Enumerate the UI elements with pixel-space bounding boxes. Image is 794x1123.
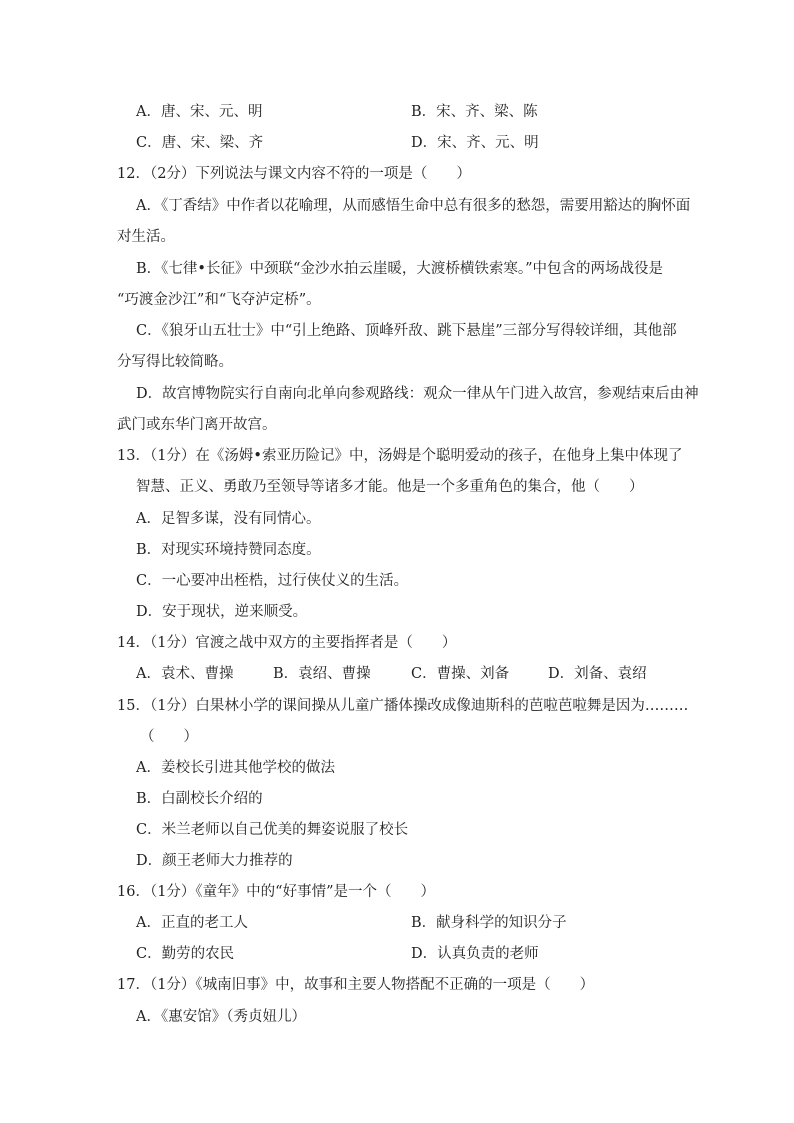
q11-option-b: B．宋、齐、梁、陈 <box>411 104 538 120</box>
q13-option-d: D．安于现状，逆来顺受。 <box>136 604 308 620</box>
q11-option-a: A．唐、宋、元、明 <box>136 104 263 120</box>
q17-option-a: A．《惠安馆》（秀贞妞儿） <box>136 1009 306 1025</box>
q14-option-c: C．曹操、刘备 <box>411 666 510 682</box>
q13-stem-line1: 13．（1分）在《汤姆•索亚历险记》中，汤姆是个聪明爱动的孩子，在他身上集中体现了 <box>117 448 683 464</box>
q13-option-c: C．一心要冲出桎梏，过行侠仗义的生活。 <box>136 573 409 589</box>
q12-option-a-line2: 对生活。 <box>117 229 175 245</box>
q12-stem: 12．（2分）下列说法与课文内容不符的一项是（ ） <box>117 166 471 182</box>
q15-option-d: D．颜王老师大力推荐的 <box>136 853 293 869</box>
q13-option-a: A．足智多谋，没有同情心。 <box>136 511 321 527</box>
q14-option-a: A．袁术、曹操 <box>136 666 234 682</box>
q15-stem-line2: （ ） <box>140 729 198 745</box>
q11-option-d: D．宋、齐、元、明 <box>411 135 539 151</box>
q12-option-b-line2: “巧渡金沙江”和“飞夺泸定桥”。 <box>117 292 321 308</box>
q14-stem: 14．（1分）官渡之战中双方的主要指挥者是（ ） <box>117 635 457 651</box>
q17-stem: 17．（1分）《城南旧事》中，故事和主要人物搭配不正确的一项是（ ） <box>117 977 595 993</box>
q15-option-b: B．白副校长介绍的 <box>136 791 263 807</box>
q15-option-a: A．姜校长引进其他学校的做法 <box>136 760 335 776</box>
q11-option-c: C．唐、宋、梁、齐 <box>136 135 264 151</box>
q12-option-c-line2: 分写得比较简略。 <box>117 354 233 370</box>
q13-stem-line2: 智慧、正义、勇敢乃至领导等诸多才能。他是一个多重角色的集合，他（ ） <box>136 479 644 495</box>
q14-option-b: B．袁绍、曹操 <box>273 666 371 682</box>
q13-option-b: B．对现实环境持赞同态度。 <box>136 542 321 558</box>
q15-stem-line1: 15．（1分）白果林小学的课间操从儿童广播体操改成像迪斯科的芭啦芭啦舞是因为……… <box>117 698 689 714</box>
q12-option-a-line1: A．《丁香结》中作者以花喻理，从而感悟生命中总有很多的愁怨，需要用豁达的胸怀面 <box>136 198 691 214</box>
q16-option-c: C．勤劳的农民 <box>136 946 235 962</box>
q14-option-d: D．刘备、袁绍 <box>548 666 647 682</box>
q12-option-d-line2: 武门或东华门离开故宫。 <box>117 417 277 433</box>
q15-option-c: C．米兰老师以自己优美的舞姿说服了校长 <box>136 822 409 838</box>
q12-option-b-line1: B．《七律•长征》中颈联“金沙水拍云崖暖，大渡桥横铁索寒。”中包含的两场战役是 <box>136 261 664 277</box>
q12-option-d-line1: D．故宫博物院实行自南向北单向参观路线：观众一律从午门进入故宫，参观结束后由神 <box>136 386 699 402</box>
q16-option-b: B．献身科学的知识分子 <box>411 915 567 931</box>
q12-option-c-line1: C．《狼牙山五壮士》中“引上绝路、顶峰歼敌、跳下悬崖”三部分写得较详细，其他部 <box>136 323 677 339</box>
q16-option-d: D．认真负责的老师 <box>411 946 539 962</box>
q16-option-a: A．正直的老工人 <box>136 915 248 931</box>
q16-stem: 16．（1分）《童年》中的“好事情”是一个（ ） <box>117 884 435 900</box>
